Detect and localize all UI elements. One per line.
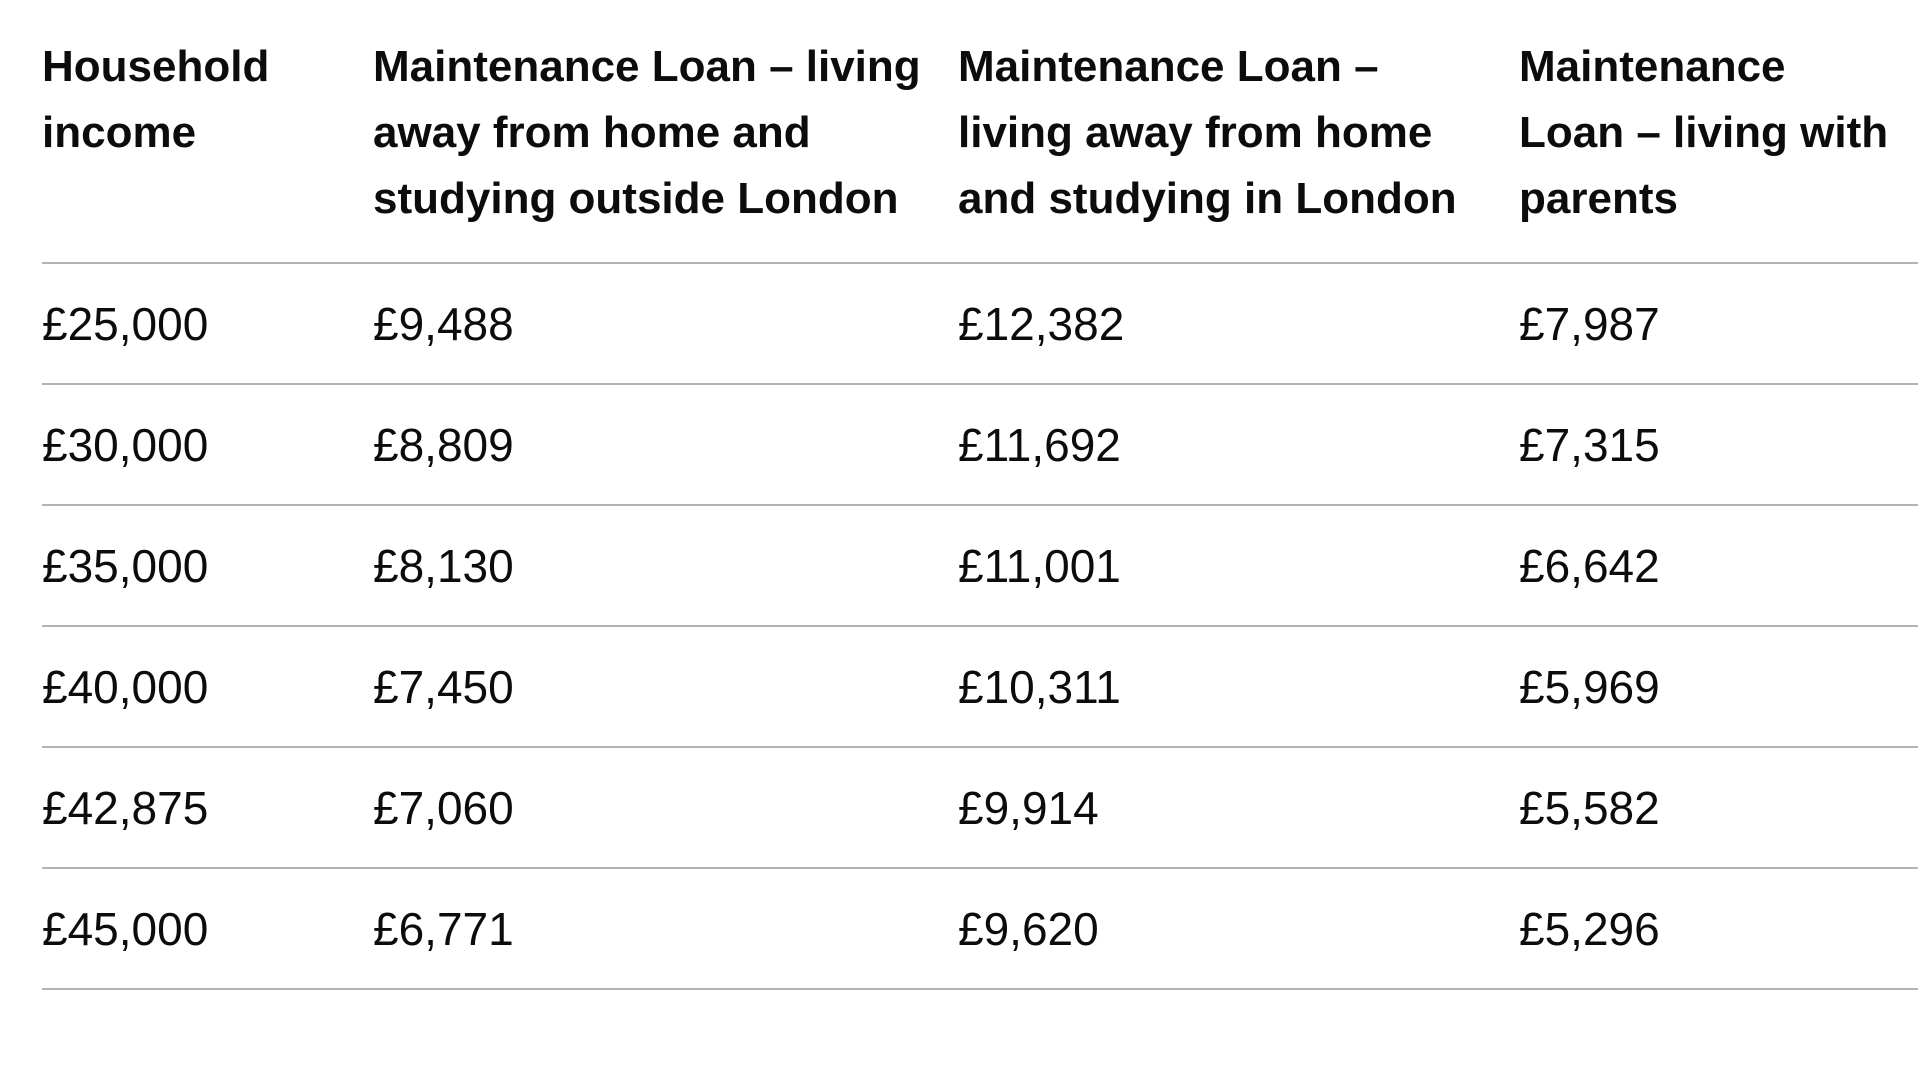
cell-household-income: £25,000 <box>42 263 373 384</box>
header-row <box>42 28 1918 263</box>
cell-household-income: £45,000 <box>42 868 373 989</box>
header-loan-with-parents: Maintenance Loan – living with parents <box>1519 28 1918 263</box>
cell-loan-away-in-london: £11,692 <box>958 384 1519 505</box>
cell-loan-with-parents: £5,582 <box>1519 747 1918 868</box>
cell-loan-away-in-london: £9,620 <box>958 868 1519 989</box>
table-body <box>42 263 1918 989</box>
cell-household-income: £42,875 <box>42 747 373 868</box>
cell-loan-away-outside-london: £7,450 <box>373 626 958 747</box>
cell-household-income: £35,000 <box>42 505 373 626</box>
cell-loan-with-parents: £5,969 <box>1519 626 1918 747</box>
cell-loan-with-parents: £7,987 <box>1519 263 1918 384</box>
cell-loan-with-parents: £5,296 <box>1519 868 1918 989</box>
table-row <box>42 626 1918 747</box>
cell-loan-away-in-london: £10,311 <box>958 626 1519 747</box>
cell-loan-away-outside-london: £7,060 <box>373 747 958 868</box>
header-household-income: Household income <box>42 28 373 263</box>
cell-loan-with-parents: £6,642 <box>1519 505 1918 626</box>
table-row <box>42 505 1918 626</box>
cell-loan-away-outside-london: £8,809 <box>373 384 958 505</box>
cell-loan-away-in-london: £9,914 <box>958 747 1519 868</box>
cell-household-income: £30,000 <box>42 384 373 505</box>
maintenance-loan-table-container <box>42 28 1918 990</box>
cell-loan-with-parents: £7,315 <box>1519 384 1918 505</box>
maintenance-loan-table <box>42 28 1918 990</box>
cell-loan-away-in-london: £12,382 <box>958 263 1519 384</box>
cell-loan-away-outside-london: £6,771 <box>373 868 958 989</box>
table-row <box>42 263 1918 384</box>
table-header <box>42 28 1918 263</box>
cell-household-income: £40,000 <box>42 626 373 747</box>
table-row <box>42 384 1918 505</box>
cell-loan-away-outside-london: £9,488 <box>373 263 958 384</box>
cell-loan-away-in-london: £11,001 <box>958 505 1519 626</box>
cell-loan-away-outside-london: £8,130 <box>373 505 958 626</box>
header-loan-away-outside-london: Maintenance Loan – living away from home and studying outside London <box>373 28 958 263</box>
table-row <box>42 747 1918 868</box>
header-loan-away-in-london: Maintenance Loan – living away from home and studying in London <box>958 28 1519 263</box>
table-row <box>42 868 1918 989</box>
